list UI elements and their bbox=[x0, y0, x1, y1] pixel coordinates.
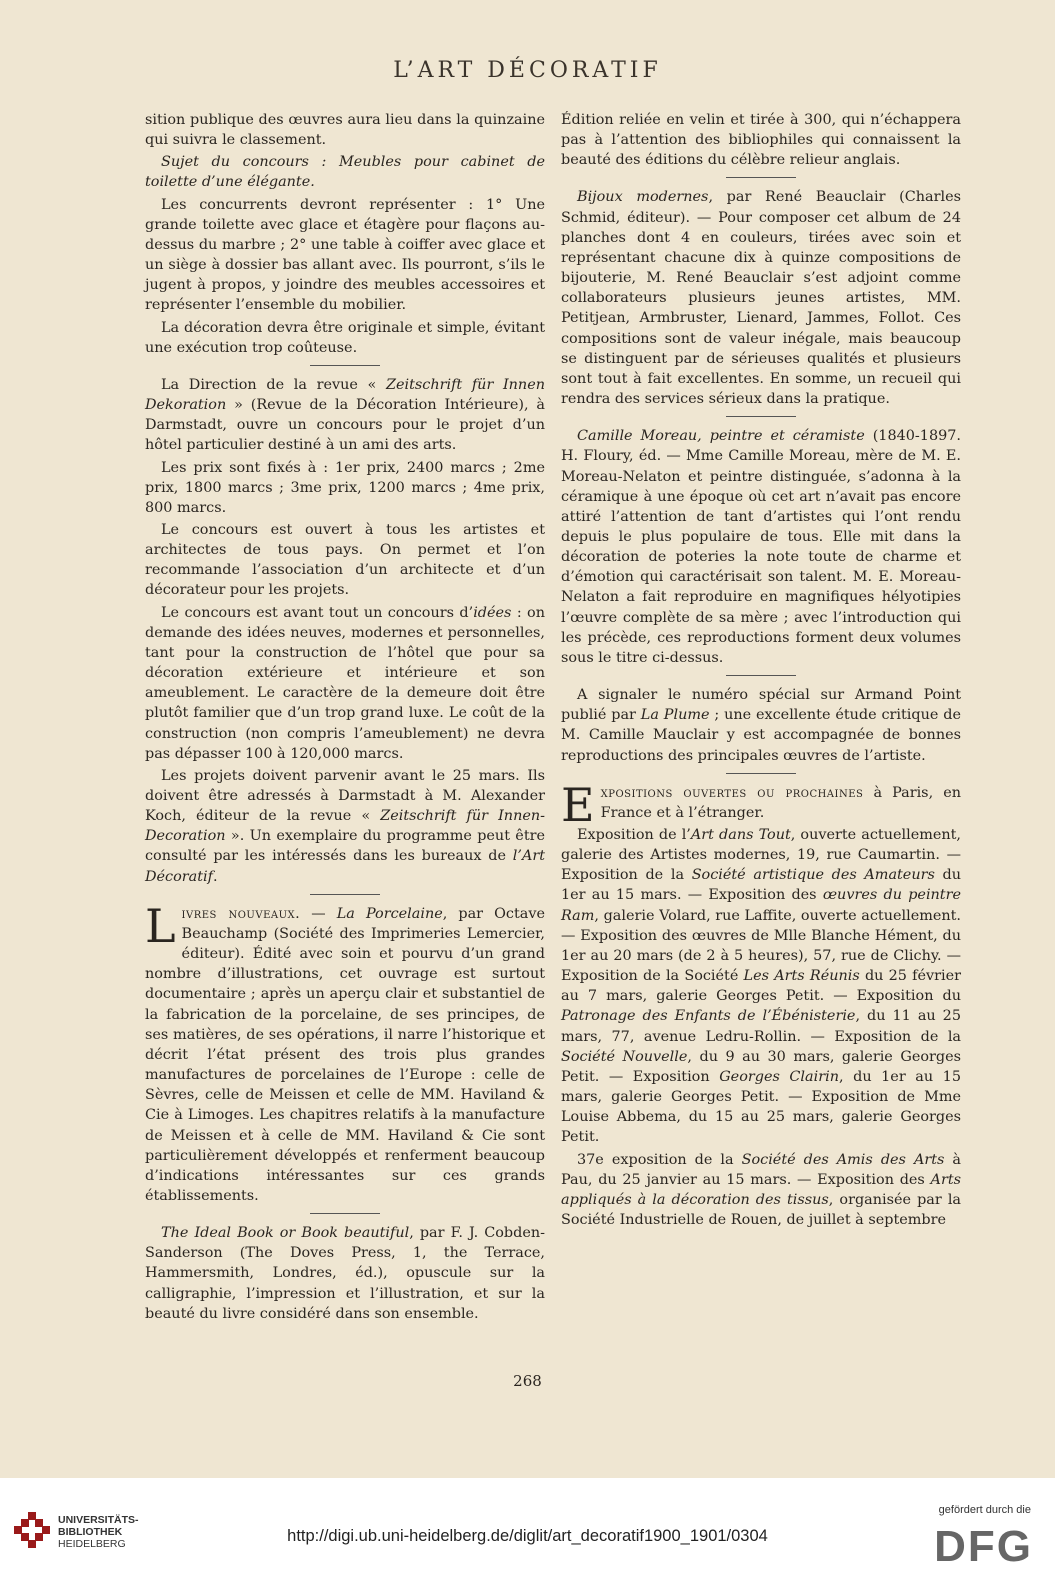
paragraph: Les prix sont fixés à : 1er prix, 2400 marcs ; 2me prix, 1800 marcs ; 3me prix, 1200 marcs ; 4me prix, 800 marcs. bbox=[145, 459, 545, 516]
page-number: 268 bbox=[513, 1372, 542, 1390]
text: La Direction de la revue « bbox=[161, 376, 386, 393]
text: , galerie Volard, rue Laffite, ouverte actuellement. — Exposition des œuvres de Mlle Blanche Hément, du 1er au 20 mars (de 2 à 5 heures), 57, rue de Clichy. — Exposition de la Société bbox=[561, 907, 961, 985]
section-divider bbox=[726, 416, 796, 417]
paragraph bbox=[561, 187, 961, 409]
paragraph-subject bbox=[145, 152, 545, 192]
text: Exposition de l’ bbox=[577, 827, 691, 843]
book-title: The Ideal Book or Book beautiful bbox=[161, 1225, 410, 1242]
section-heading: xpositions ouvertes ou prochaines bbox=[600, 784, 864, 801]
italic-text: Société Nouvelle bbox=[561, 1048, 688, 1065]
text: : on demande des idées neuves, modernes et personnelles, tant pour la construction de l’hôtel que pour sa décoration extérieure et intérieure et son ameublement. Le caractère de la demeure doit être plutôt familier que d’un trop grand luxe. Le coût de la construction (non compris l’ameublement) ne devra pas dépasser 100 à 120,000 marcs. bbox=[145, 604, 545, 762]
section-divider bbox=[726, 675, 796, 676]
expositions-heading bbox=[561, 777, 961, 832]
section-divider bbox=[726, 177, 796, 178]
text: , ouverte actuellement, galerie des Artistes modernes, 19, rue Caumartin. — Exposition de la bbox=[561, 827, 961, 884]
section-divider bbox=[726, 773, 796, 774]
book-title: Bijoux modernes bbox=[577, 189, 709, 206]
text: ». Un exemplaire du programme peut être consulté par les intéressés dans les bureaux de bbox=[145, 828, 545, 865]
text: Les projets doivent parvenir avant le 25 mars. Ils doivent être adressés à Darmstadt à M. Alexander Koch, éditeur de la revue « bbox=[145, 767, 545, 825]
text: du 25 février au 7 mars, galerie Georges Petit. — Exposition du bbox=[561, 968, 961, 1005]
digitization-footer bbox=[0, 1478, 1055, 1584]
section-divider bbox=[310, 894, 380, 895]
paragraph bbox=[561, 426, 961, 668]
italic-text: Arts appliqués à la décoration des tissus bbox=[561, 1171, 961, 1208]
italic-text: Georges Clairin bbox=[719, 1068, 839, 1085]
italic-text: idées bbox=[473, 604, 512, 621]
paragraph: sition publique des œuvres aura lieu dans la quinzaine qui suivra le classement. bbox=[145, 112, 545, 149]
text: Le concours est avant tout un concours d’ bbox=[161, 604, 474, 621]
library-name-line: HEIDELBERG bbox=[58, 1538, 126, 1550]
italic-text: Sujet du concours : Meubles pour cabinet de toilette d’une élégante. bbox=[145, 154, 545, 191]
italic-text: Patronage des Enfants de l’Ébénisterie bbox=[561, 1008, 856, 1025]
italic-text: Société artistique des Amateurs bbox=[691, 867, 935, 884]
library-name-line: BIBLIOTHEK bbox=[58, 1526, 123, 1538]
paragraph: La décoration devra être originale et simple, évitant une exécution trop coûteuse. bbox=[145, 319, 545, 356]
text: A signaler le numéro spécial sur Armand Point publié par bbox=[561, 687, 961, 724]
text: , par Octave Beauchamp (Société des Imprimeries Lemercier, éditeur). Édité avec soin et pourvu d’un grand nombre d’illustrations, cet ouvrage est surtout documentaire ; après un aperçu clair et substantiel de la fabrication de la porcelaine, de ses principes, de ses matières, de ses opérations, il narre l’historique et décrit l’état présent des trois plus grandes manufactures de porcelaines de l’Europe : celle de Sèvres, celle de Meissen et celle de MM. Haviland & Cie à Limoges. Les chapitres relatifs à la manufacture de Meissen et à celle de MM. Haviland & Cie sont particulièrement développés et renferment beaucoup d’indications intéressantes sur ces grands établissements. bbox=[145, 905, 545, 1204]
paragraph bbox=[145, 375, 545, 456]
italic-text: Société des Amis des Arts bbox=[741, 1151, 945, 1168]
text: , par F. J. Cobden-Sanderson (The Doves Press, 1, the Terrace, Hammersmith, Londres, éd.), opuscule sur la calligraphie, l’impression et l’illustration, et sur la beauté du livre considéré dans son ensemble. bbox=[145, 1225, 545, 1322]
running-title: L’ART DÉCORATIF bbox=[393, 58, 662, 83]
text: , du 11 au 25 mars, 77, avenue Ledru-Rollin. — Exposition de la bbox=[561, 1008, 961, 1045]
italic-text: Les Arts Réunis bbox=[743, 968, 860, 985]
permalink-url[interactable]: http://digi.ub.uni-heidelberg.de/diglit/art_decoratif1900_1901/0304 bbox=[287, 1527, 768, 1545]
text: , organisée par la Société Industrielle de Rouen, de juillet à septembre bbox=[561, 1191, 961, 1228]
library-name-line: UNIVERSITÄTS- bbox=[58, 1514, 139, 1526]
section-heading: ivres nouveaux. bbox=[181, 905, 301, 922]
text: 37e exposition de la bbox=[577, 1151, 742, 1168]
italic-text: Zeitschrift für Innen-Decoration bbox=[145, 808, 545, 845]
section-divider bbox=[310, 1213, 380, 1214]
text: du 1er au 15 mars. — Exposition des bbox=[561, 867, 961, 904]
section-divider bbox=[310, 365, 380, 366]
drop-cap: L bbox=[145, 898, 176, 953]
text: , du 9 au 30 mars, galerie Georges Petit. — Exposition bbox=[561, 1048, 961, 1085]
text: (1840-1897. H. Floury, éd. — Mme Camille Moreau, mère de M. E. Moreau-Nelaton et peintre distinguée, s’adonna à la céramique à une époque où cet art n’avait pas encore attiré l’attention de tant d’artistes qui l’ont rendu depuis le plus populaire de tous. Elle mit dans la décoration de poteries la note toute de charme et d’émotion qui caractérisait son talent. M. E. Moreau-Nelaton a fait reproduire en magnifiques hélyotipies l’œuvre complète de sa mère ; avec l’introduction qui les précède, ces reproductions forment deux volumes sous le titre ci-dessus. bbox=[561, 428, 961, 666]
text: , du 1er au 15 mars, galerie Georges Petit. — Exposition de Mme Louise Abbema, du 15 au 25 mars, galerie Georges Petit. bbox=[561, 1068, 961, 1146]
paragraph: Édition reliée en velin et tirée à 300, qui n’échappera pas à l’attention des bibliophiles qui connaissent la beauté des éditions du célèbre relieur anglais. bbox=[561, 112, 961, 169]
funder-caption: gefördert durch die bbox=[938, 1504, 1031, 1516]
paragraph bbox=[561, 825, 961, 1148]
text: à Pau, du 25 janvier au 15 mars. — Exposition des bbox=[561, 1151, 961, 1188]
text: . bbox=[212, 868, 218, 885]
text: à Paris, en France et à l’étranger. bbox=[600, 784, 961, 821]
drop-cap: E bbox=[561, 777, 595, 832]
italic-text: La Plume bbox=[640, 707, 710, 724]
paragraph: Le concours est ouvert à tous les artistes et architectes de tous pays. On permet et l’on recommande l’association d’un architecte et d’un décorateur pour les projets. bbox=[145, 521, 545, 599]
paragraph bbox=[145, 1223, 545, 1324]
text: ; une excellente étude critique de M. Camille Mauclair y est accompagnée de bonnes reproductions des principales œuvres de l’artiste. bbox=[561, 707, 961, 764]
italic-text: l’Art Décoratif bbox=[145, 848, 545, 885]
text: — bbox=[300, 905, 337, 922]
livres-section bbox=[145, 898, 545, 1206]
paragraph bbox=[145, 603, 545, 764]
italic-text: œuvres du peintre Ram bbox=[561, 887, 961, 924]
right-column bbox=[561, 110, 961, 1232]
paragraph: Les concurrents devront représenter : 1° Une grande toilette avec glace et étagère pour flaçons au-dessus du marbre ; 2° une table à coiffer avec glace et un siège à dossier bas allant avec. Ils pourront, s’ils le jugent à propos, y joindre des meubles accessoires et représenter l’ensemble du mobilier. bbox=[145, 196, 545, 314]
italic-text: Zeitschrift für Innen Dekoration bbox=[145, 376, 545, 414]
book-title: Camille Moreau, peintre et céramiste bbox=[577, 428, 865, 445]
text: » (Revue de la Décoration Intérieure), à Darmstadt, ouvre un concours pour le projet d’un hôtel particulier destiné à un ami des arts. bbox=[145, 397, 545, 454]
text: , par René Beauclair (Charles Schmid, éditeur). — Pour composer cet album de 24 planches dont 4 en couleurs, tirées avec soin et représentant chacune dix à quinze compositions de bijouterie, M. René Beauclair s’est adjoint comme collaborateurs plusieurs jeunes artistes, MM. Petitjean, Armbruster, Lienard, Jammes, Follot. Ces compositions sont de valeur inégale, mais beaucoup se distinguent par de sérieuses qualités et plusieurs sont tout à fait excellentes. En somme, un recueil qui rendra des services sérieux dans la pratique. bbox=[561, 189, 961, 408]
left-column bbox=[145, 110, 545, 1326]
paragraph bbox=[561, 685, 961, 766]
italic-text: Art dans Tout bbox=[690, 827, 791, 843]
paragraph bbox=[145, 766, 545, 887]
book-title: La Porcelaine bbox=[336, 905, 443, 922]
paragraph bbox=[561, 1150, 961, 1231]
dfg-logo: DFG bbox=[934, 1522, 1033, 1571]
